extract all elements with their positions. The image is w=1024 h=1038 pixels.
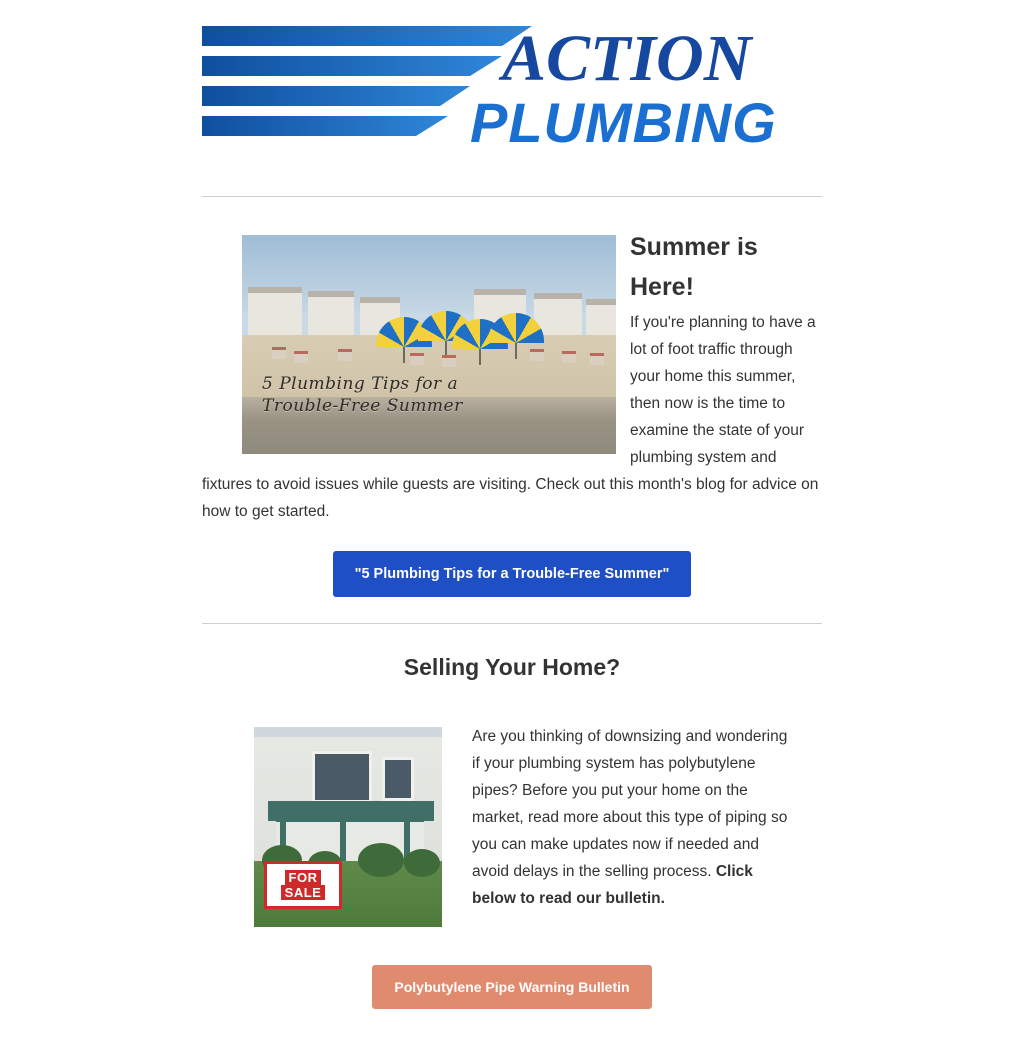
article-selling-your-home bbox=[202, 723, 822, 931]
porch-roof bbox=[268, 801, 434, 821]
sign-line-1: FOR bbox=[285, 870, 322, 885]
beach-image-overlay-text bbox=[262, 373, 463, 417]
for-sale-sign bbox=[264, 861, 342, 909]
divider-middle bbox=[202, 623, 822, 624]
divider-top bbox=[202, 196, 822, 197]
article2-cta-row bbox=[0, 965, 1024, 1009]
beach-image[interactable] bbox=[242, 235, 616, 454]
overlay-line-1: 5 Plumbing Tips for a bbox=[262, 374, 459, 394]
beach-image-backdrop bbox=[242, 235, 616, 454]
window bbox=[312, 751, 372, 803]
article2-body-bold: Click below to read our bulletin. bbox=[472, 863, 753, 907]
bush bbox=[404, 849, 440, 877]
overlay-line-2: Trouble-Free Summer bbox=[262, 396, 463, 416]
article-summer-is-here bbox=[202, 227, 822, 597]
article2-heading: Selling Your Home? bbox=[403, 654, 621, 680]
svg-text:ACTION: ACTION bbox=[502, 22, 752, 95]
window bbox=[382, 757, 414, 801]
house-for-sale-image[interactable] bbox=[254, 727, 442, 927]
article1-title: Summer is Here! bbox=[630, 233, 758, 301]
blog-post-button[interactable]: "5 Plumbing Tips for a Trouble-Free Summer" bbox=[333, 551, 692, 597]
bulletin-button[interactable]: Polybutylene Pipe Warning Bulletin bbox=[372, 965, 651, 1009]
bush bbox=[358, 843, 404, 877]
email-newsletter-page bbox=[0, 14, 1024, 1009]
action-plumbing-logo-graphic bbox=[202, 14, 822, 164]
svg-text:PLUMBING: PLUMBING bbox=[470, 91, 777, 154]
article1-cta-row bbox=[202, 551, 822, 597]
article2-body-plain: Are you thinking of downsizing and wondering if your plumbing system has polybutylene pipes? Before you put your home on the market, read more about this type of piping so you can make updates now if needed and avoid delays in the selling process. bbox=[472, 728, 788, 880]
article1-body: If you're planning to have a lot of foot traffic through your home this summer, then now is the time to examine the state of your plumbing system and fixtures to avoid issues while guests are visiting. Check out this month's blog for advice on how to get started. bbox=[202, 314, 819, 520]
sign-line-2: SALE bbox=[281, 885, 326, 900]
company-logo bbox=[202, 14, 822, 174]
